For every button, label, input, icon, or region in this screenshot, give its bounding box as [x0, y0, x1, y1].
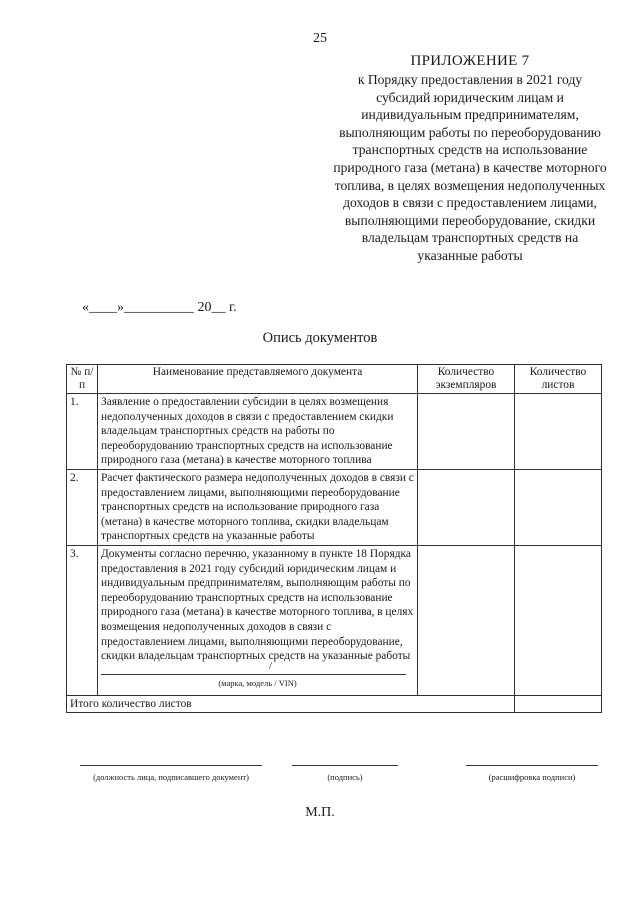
decoding-caption: (расшифровка подписи): [488, 772, 576, 782]
row-num: 1.: [67, 394, 98, 470]
signature-block: [292, 765, 398, 782]
total-sheets-cell[interactable]: [515, 695, 602, 713]
appendix-title: ПРИЛОЖЕНИЕ 7: [410, 53, 530, 69]
vin-underline: [101, 674, 406, 675]
vin-caption: (марка, модель / VIN): [218, 677, 297, 688]
header-sheets: Количество листов: [515, 365, 602, 394]
table-row: [67, 469, 602, 545]
header-name: Наименование представляемого документа: [98, 365, 418, 394]
signature-decoding-block: [466, 765, 598, 782]
appendix-text: к Порядку предоставления в 2021 году субсидий юридическим лицам и индивидуальным предпринимателям, выполняющим работы по переоборудованию транспортных средств на использование природного газа (метана) в качестве моторного топлива, в целях возмещения недополученных доходов в связи с предоставлением лицами, выполняющими переоборудование, скидки владельцам транспортных средств на указанные работы: [333, 72, 607, 263]
signature-caption: (подпись): [327, 772, 363, 782]
seal-placeholder: М.П.: [305, 805, 335, 820]
row-document-name: Документы согласно перечню, указанному в пункте 18 Порядка предоставления в 2021 году субсидий юридическим лицам и индивидуальным предпринимателям, выполняющим работы по переоборудованию транспортных средств на использование природного газа (метана) в качестве моторного топлива, в целях возмещения недополученных доходов в связи с предоставлением лицами, выполняющими переоборудование, скидки владельцам транспортных средств на указанные работы: [101, 547, 414, 663]
row-sheets-cell[interactable]: [515, 545, 602, 695]
row-num: 3.: [67, 545, 98, 695]
row-copies-cell[interactable]: [418, 469, 515, 545]
signature-line[interactable]: [292, 765, 398, 772]
header-copies: Количество экземпляров: [418, 365, 515, 394]
position-line[interactable]: [80, 765, 262, 772]
row-copies-cell[interactable]: [418, 545, 515, 695]
header-num: № п/п: [67, 365, 98, 394]
total-row: [67, 695, 602, 713]
document-title: Опись документов: [262, 330, 378, 346]
table-header-row: [67, 365, 602, 394]
page-number: 25: [313, 31, 327, 46]
position-caption: (должность лица, подписавшего документ): [93, 772, 249, 782]
documents-table: [66, 364, 602, 713]
signature-position-block: [80, 765, 262, 782]
table-row: [67, 545, 602, 695]
appendix-header: [330, 52, 610, 265]
total-label: Итого количество листов: [67, 695, 515, 713]
date-line: «____»__________ 20__ г.: [82, 300, 237, 315]
vin-field[interactable]: [101, 659, 414, 694]
table-row: [67, 394, 602, 470]
vin-slash: /: [269, 659, 273, 672]
row-num: 2.: [67, 469, 98, 545]
row-document-name: Заявление о предоставлении субсидии в целях возмещения недополученных доходов в связи с предоставлением скидки владельцам транспортных средств на работы по переоборудованию транспортных средств на использование природного газа (метана) в качестве моторного топлива: [98, 394, 418, 470]
row-sheets-cell[interactable]: [515, 469, 602, 545]
row-sheets-cell[interactable]: [515, 394, 602, 470]
row-copies-cell[interactable]: [418, 394, 515, 470]
row-document-name-cell: [98, 545, 418, 695]
row-document-name: Расчет фактического размера недополученных доходов в связи с предоставлением лицами, выполняющими переоборудование транспортных средств на использование природного газа (метана) в качестве моторного топлива, скидки владельцам транспортных средств на указанные работы: [98, 469, 418, 545]
decoding-line[interactable]: [466, 765, 598, 772]
